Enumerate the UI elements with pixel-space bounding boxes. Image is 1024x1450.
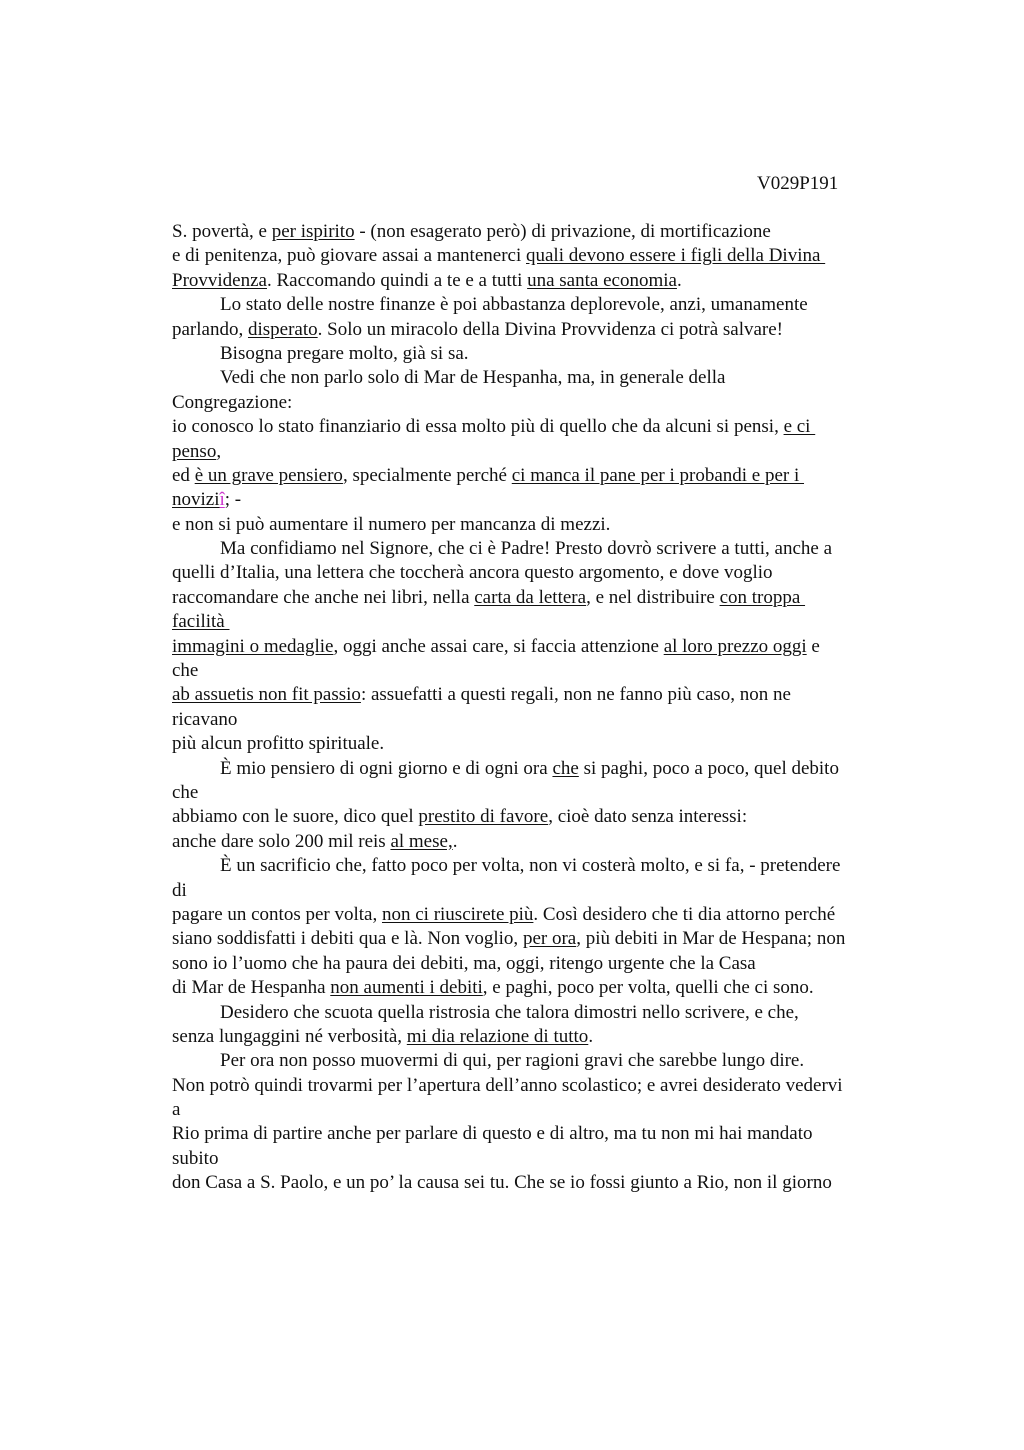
text-line <box>172 1147 932 1171</box>
text-line <box>172 391 932 415</box>
text-line <box>172 1049 932 1073</box>
underlined-text: novizi <box>172 489 220 511</box>
underlined-text: con troppa <box>719 586 806 608</box>
text-line <box>172 952 932 976</box>
text-segment: . <box>588 1025 594 1047</box>
text-line <box>172 903 932 927</box>
underlined-text: al mese, <box>390 830 453 852</box>
text-line <box>172 561 932 585</box>
text-segment: di <box>172 879 187 901</box>
text-segment: senza lungaggini né verbosità, <box>172 1025 407 1047</box>
text-line <box>172 732 932 756</box>
text-line <box>172 830 932 854</box>
text-segment: , oggi anche assai care, si faccia attenzione <box>333 635 664 657</box>
text-line <box>172 976 932 1000</box>
text-line <box>172 415 932 439</box>
text-segment: , cioè dato senza interessi: <box>548 806 748 828</box>
text-line <box>172 683 932 707</box>
text-segment: e non si può aumentare il numero per mancanza di mezzi. <box>172 513 611 535</box>
text-segment: io conosco lo stato finanziario di essa molto più di quello che da alcuni si pensi, <box>172 416 784 438</box>
text-segment: , e paghi, poco per volta, quelli che ci sono. <box>482 977 814 999</box>
text-segment: più alcun profitto spirituale. <box>172 733 385 755</box>
text-segment: Ma confidiamo nel Signore, che ci è Padre! Presto dovrò scrivere a tutti, anche a <box>220 538 833 560</box>
text-line <box>172 488 932 512</box>
underlined-text: al loro prezzo oggi <box>663 635 807 657</box>
underlined-text: ci manca il pane per i probandi e per i <box>511 464 805 486</box>
text-line <box>172 1098 932 1122</box>
text-line <box>172 269 932 293</box>
text-segment: siano soddisfatti i debiti qua e là. Non voglio, <box>172 928 523 950</box>
text-segment: È un sacrificio che, fatto poco per volta, non vi costerà molto, e si fa, - pretendere <box>220 855 841 877</box>
text-segment: . <box>452 830 458 852</box>
text-segment: , e nel distribuire <box>586 586 720 608</box>
text-line <box>172 342 932 366</box>
underlined-text: non aumenti i debiti <box>330 977 483 999</box>
text-segment: , <box>216 440 222 462</box>
text-segment: quelli d’Italia, una lettera che toccherà ancora questo argomento, e dove voglio <box>172 562 773 584</box>
text-segment: , specialmente perché <box>342 464 512 486</box>
text-segment: subito <box>172 1147 219 1169</box>
text-segment: Per ora non posso muovermi di qui, per ragioni gravi che sarebbe lungo dire. <box>220 1050 805 1072</box>
text-segment: Non potrò quindi trovarmi per l’apertura dell’anno scolastico; e avrei desiderato vedervi <box>172 1074 843 1096</box>
text-line <box>172 1025 932 1049</box>
text-line <box>172 805 932 829</box>
text-line <box>172 513 932 537</box>
underlined-text: e ci <box>783 416 816 438</box>
text-line <box>172 659 932 683</box>
text-segment: ; - <box>224 489 242 511</box>
text-segment: Rio prima di partire anche per parlare di questo e di altro, ma tu non mi hai mandato <box>172 1123 813 1145</box>
underlined-text: che <box>552 757 579 779</box>
text-segment: - (non esagerato però) di privazione, di mortificazione <box>354 221 771 242</box>
underlined-text: non ci riuscirete più <box>381 903 534 925</box>
text-line <box>172 757 932 781</box>
text-segment: e <box>806 635 820 657</box>
text-line <box>172 708 932 732</box>
text-line <box>172 318 932 342</box>
text-line <box>172 366 932 390</box>
text-segment: Bisogna pregare molto, già si sa. <box>220 342 469 364</box>
text-segment: Congregazione: <box>172 391 293 413</box>
text-segment: ricavano <box>172 708 238 730</box>
text-segment: don Casa a S. Paolo, e un po’ la causa sei tu. Che se io fossi giunto a Rio, non il giorno <box>172 1172 832 1194</box>
text-line <box>172 293 932 317</box>
page-reference: V029P191 <box>757 173 839 194</box>
text-line <box>172 244 932 268</box>
text-segment: raccomandare che anche nei libri, nella <box>172 586 475 608</box>
underlined-text: una santa economia <box>527 269 677 291</box>
text-line <box>172 1001 932 1025</box>
text-segment: anche dare solo 200 mil reis <box>172 830 391 852</box>
text-segment: parlando, <box>172 318 248 340</box>
text-segment: a <box>172 1099 181 1121</box>
text-segment: Desidero che scuota quella ristrosia che talora dimostri nello scrivere, e che, <box>220 1001 799 1023</box>
text-line <box>172 1074 932 1098</box>
underlined-text: Provvidenza <box>172 269 267 291</box>
text-line <box>172 1171 932 1195</box>
underlined-text: carta da lettera <box>474 586 587 608</box>
text-line <box>172 635 932 659</box>
text-segment: che <box>172 781 199 803</box>
text-line <box>172 464 932 488</box>
text-line <box>172 537 932 561</box>
text-segment: È mio pensiero di ogni giorno e di ogni ora <box>220 757 553 779</box>
text-line <box>172 586 932 610</box>
text-segment: S. povertà, e <box>172 221 272 242</box>
text-segment: sono io l’uomo che ha paura dei debiti, ma, oggi, ritengo urgente che la Casa <box>172 952 756 974</box>
text-line <box>172 927 932 951</box>
underlined-text: penso <box>172 440 217 462</box>
text-segment: si paghi, poco a poco, quel debito <box>578 757 839 779</box>
text-segment: di Mar de Hespanha <box>172 977 331 999</box>
underlined-text: mi dia relazione di tutto <box>406 1025 589 1047</box>
text-segment: . <box>676 269 682 291</box>
text-segment: pagare un contos per volta, <box>172 903 382 925</box>
text-segment: abbiamo con le suore, dico quel <box>172 806 419 828</box>
underlined-text: prestito di favore <box>418 806 549 828</box>
text-line <box>172 879 932 903</box>
letter-body <box>172 220 932 1196</box>
text-segment: Vedi che non parlo solo di Mar de Hespanha, ma, in generale della <box>220 367 726 389</box>
text-segment: ed <box>172 464 195 486</box>
text-line <box>172 1122 932 1146</box>
text-line <box>172 854 932 878</box>
text-segment: . Raccomando quindi a te e a tutti <box>266 269 528 291</box>
text-segment: e di penitenza, può giovare assai a mantenerci <box>172 245 526 267</box>
underlined-text: disperato <box>247 318 318 340</box>
text-segment: . Così desidero che ti dia attorno perché <box>533 903 836 925</box>
text-line <box>172 610 932 634</box>
text-line <box>172 781 932 805</box>
text-segment: che <box>172 660 199 682</box>
underlined-text: î <box>219 489 225 511</box>
text-segment: . Solo un miracolo della Divina Provvidenza ci potrà salvare! <box>317 318 784 340</box>
underlined-text: immagini o medaglie <box>172 635 334 657</box>
underlined-text: è un grave pensiero <box>194 464 343 486</box>
underlined-text: quali devono essere i figli della Divina <box>526 245 826 267</box>
text-segment: Lo stato delle nostre finanze è poi abbastanza deplorevole, anzi, umanamente <box>220 294 808 316</box>
underlined-text: ab assuetis non fit passio <box>172 684 361 706</box>
text-line <box>172 440 932 464</box>
text-line <box>172 220 932 244</box>
underlined-text: per ora <box>522 928 577 950</box>
underlined-text: per ispirito <box>271 221 355 242</box>
text-segment: , più debiti in Mar de Hespana; non <box>576 928 846 950</box>
text-segment: : assuefatti a questi regali, non ne fanno più caso, non ne <box>360 684 791 706</box>
underlined-text: facilità <box>172 611 230 633</box>
